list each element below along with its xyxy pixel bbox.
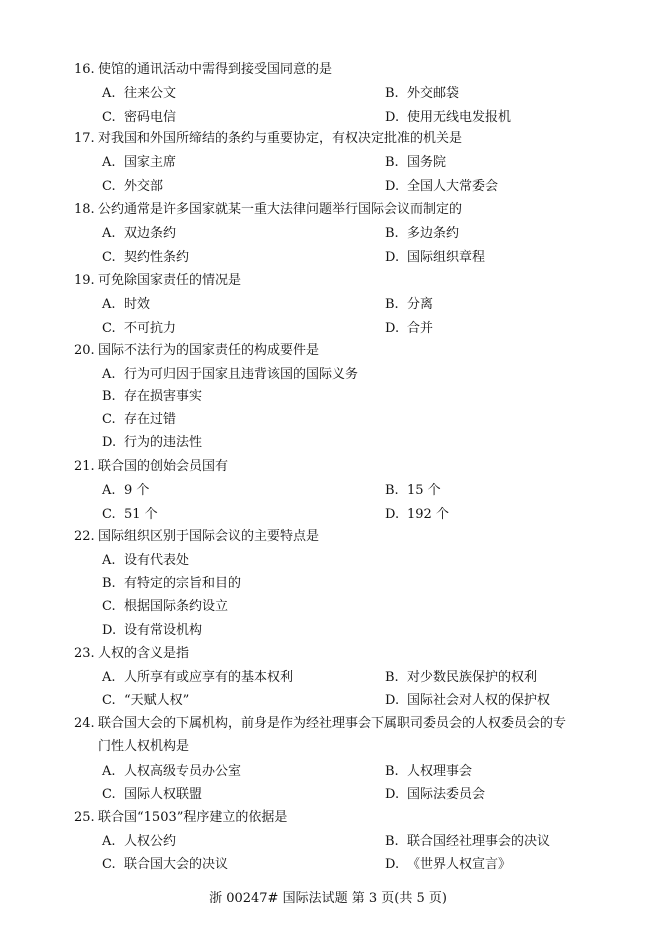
- option-letter: D.: [385, 787, 400, 802]
- option-text: 国际社会对人权的保护权: [407, 693, 551, 708]
- question-text: 人权的含义是指: [98, 646, 190, 661]
- question-number: 17.: [74, 131, 95, 146]
- option-text: 设有代表处: [124, 553, 190, 568]
- question-stem: [74, 62, 332, 78]
- option-text: 9 个: [124, 483, 150, 498]
- question-number: 25.: [74, 810, 95, 825]
- option-text: 合并: [407, 321, 434, 336]
- option-letter: C.: [102, 507, 116, 522]
- question-stem: [74, 529, 319, 545]
- option-text: 15 个: [407, 483, 441, 498]
- question-text: 联合国的创始会员国有: [98, 459, 229, 474]
- question-stem: [74, 716, 566, 732]
- option-text: 使用无线电发报机: [407, 110, 512, 125]
- answer-option[interactable]: [385, 693, 550, 709]
- option-text: 契约性条约: [124, 250, 190, 265]
- option-letter: D.: [385, 857, 400, 872]
- option-letter: B.: [385, 834, 399, 849]
- answer-option[interactable]: [385, 250, 485, 266]
- option-text: 往来公文: [124, 86, 177, 101]
- option-text: 行为可归因于国家且违背该国的国际义务: [124, 367, 359, 382]
- answer-option[interactable]: [385, 110, 511, 126]
- option-letter: A.: [102, 297, 116, 312]
- option-text: “天赋人权”: [124, 693, 190, 708]
- option-text: 根据国际条约设立: [124, 599, 229, 614]
- answer-option[interactable]: [102, 86, 176, 102]
- answer-option[interactable]: [102, 297, 150, 313]
- answer-option[interactable]: [385, 507, 449, 523]
- answer-option[interactable]: [102, 599, 228, 615]
- option-text: 人权公约: [124, 834, 177, 849]
- option-letter: C.: [102, 787, 116, 802]
- question-stem: [74, 646, 189, 662]
- option-text: 不可抗力: [124, 321, 177, 336]
- option-letter: A.: [102, 367, 116, 382]
- option-letter: B.: [385, 764, 399, 779]
- option-text: 分离: [407, 297, 434, 312]
- option-text: 联合国经社理事会的决议: [407, 834, 551, 849]
- question-text: 公约通常是许多国家就某一重大法律问题举行国际会议而制定的: [98, 202, 463, 217]
- answer-option[interactable]: [385, 321, 433, 337]
- answer-option[interactable]: [102, 693, 189, 709]
- answer-option[interactable]: [385, 787, 485, 803]
- option-letter: A.: [102, 483, 116, 498]
- option-text: 存在损害事实: [124, 389, 203, 404]
- answer-option[interactable]: [102, 507, 158, 523]
- option-text: 国际组织章程: [407, 250, 486, 265]
- question-stem: [74, 810, 287, 826]
- option-letter: C.: [102, 321, 116, 336]
- option-letter: C.: [102, 110, 116, 125]
- question-text: 可免除国家责任的情况是: [98, 273, 242, 288]
- option-text: 对少数民族保护的权利: [407, 670, 538, 685]
- option-text: 外交部: [124, 179, 164, 194]
- question-text: 国际组织区别于国际会议的主要特点是: [98, 529, 320, 544]
- question-number: 20.: [74, 343, 95, 358]
- option-letter: D.: [385, 507, 400, 522]
- answer-option[interactable]: [102, 250, 189, 266]
- answer-option[interactable]: [385, 834, 550, 850]
- question-number: 21.: [74, 459, 95, 474]
- answer-option[interactable]: [385, 483, 441, 499]
- option-text: 192 个: [407, 507, 449, 522]
- question-stem: [74, 273, 241, 289]
- option-text: 设有常设机构: [124, 623, 203, 638]
- answer-option[interactable]: [102, 435, 202, 451]
- option-text: 人权理事会: [407, 764, 473, 779]
- answer-option[interactable]: [102, 553, 189, 569]
- option-letter: D.: [385, 110, 400, 125]
- answer-option[interactable]: [385, 670, 537, 686]
- option-text: 行为的违法性: [124, 435, 203, 450]
- option-letter: A.: [102, 86, 116, 101]
- question-number: 23.: [74, 646, 95, 661]
- option-letter: A.: [102, 670, 116, 685]
- option-letter: B.: [385, 670, 399, 685]
- option-letter: C.: [102, 599, 116, 614]
- answer-option[interactable]: [385, 857, 511, 873]
- option-text: 国务院: [407, 155, 447, 170]
- option-letter: A.: [102, 226, 116, 241]
- answer-option[interactable]: [102, 367, 358, 383]
- option-letter: C.: [102, 250, 116, 265]
- answer-option[interactable]: [102, 179, 163, 195]
- answer-option[interactable]: [102, 389, 202, 405]
- option-text: 全国人大常委会: [407, 179, 499, 194]
- option-letter: C.: [102, 857, 116, 872]
- option-letter: B.: [385, 483, 399, 498]
- question-stem: [74, 131, 462, 147]
- option-letter: A.: [102, 553, 116, 568]
- option-text: 密码电信: [124, 110, 177, 125]
- option-letter: D.: [102, 435, 117, 450]
- question-number: 18.: [74, 202, 95, 217]
- answer-option[interactable]: [102, 483, 149, 499]
- option-letter: D.: [102, 623, 117, 638]
- option-letter: D.: [385, 321, 400, 336]
- option-text: 国家主席: [124, 155, 177, 170]
- option-text: 有特定的宗旨和目的: [124, 576, 242, 591]
- question-text: 使馆的通讯活动中需得到接受国同意的是: [98, 62, 333, 77]
- option-text: 人所享有或应享有的基本权利: [124, 670, 294, 685]
- option-text: 存在过错: [124, 412, 177, 427]
- answer-option[interactable]: [385, 764, 472, 780]
- option-text: 联合国大会的决议: [124, 857, 229, 872]
- question-text: 对我国和外国所缔结的条约与重要协定，有权决定批准的机关是: [98, 131, 463, 146]
- question-stem: [74, 343, 319, 359]
- question-number: 24.: [74, 716, 95, 731]
- option-letter: A.: [102, 764, 116, 779]
- option-letter: D.: [385, 250, 400, 265]
- answer-option[interactable]: [102, 623, 202, 639]
- answer-option[interactable]: [385, 86, 459, 102]
- answer-option[interactable]: [102, 412, 176, 428]
- option-letter: B.: [385, 297, 399, 312]
- option-text: 多边条约: [407, 226, 460, 241]
- question-text: 联合国“1503”程序建立的依据是: [98, 810, 288, 825]
- answer-option[interactable]: [102, 857, 228, 873]
- question-text-continued: 门性人权机构是: [98, 739, 190, 754]
- option-text: 《世界人权宣言》: [407, 857, 512, 872]
- question-number: 22.: [74, 529, 95, 544]
- answer-option[interactable]: [102, 226, 176, 242]
- option-text: 51 个: [124, 507, 158, 522]
- answer-option[interactable]: [102, 576, 241, 592]
- option-text: 外交邮袋: [407, 86, 460, 101]
- answer-option[interactable]: [102, 321, 176, 337]
- option-text: 国际人权联盟: [124, 787, 203, 802]
- option-text: 国际法委员会: [407, 787, 486, 802]
- option-text: 人权高级专员办公室: [124, 764, 242, 779]
- page-footer: 浙 00247# 国际法试题 第 3 页(共 5 页): [209, 891, 447, 906]
- answer-option[interactable]: [102, 834, 176, 850]
- answer-option[interactable]: [102, 764, 241, 780]
- question-number: 16.: [74, 62, 95, 77]
- answer-option[interactable]: [102, 670, 293, 686]
- option-text: 双边条约: [124, 226, 177, 241]
- answer-option[interactable]: [385, 155, 446, 171]
- option-text: 时效: [124, 297, 151, 312]
- question-text: 联合国大会的下属机构，前身是作为经社理事会下属职司委员会的人权委员会的专: [98, 716, 567, 731]
- answer-option[interactable]: [385, 226, 459, 242]
- question-stem: [74, 202, 462, 218]
- option-letter: A.: [102, 834, 116, 849]
- option-letter: C.: [102, 693, 116, 708]
- answer-option[interactable]: [385, 297, 433, 313]
- answer-option[interactable]: [102, 787, 202, 803]
- option-letter: B.: [385, 226, 399, 241]
- option-letter: A.: [102, 155, 116, 170]
- option-letter: D.: [385, 179, 400, 194]
- answer-option[interactable]: [102, 155, 176, 171]
- option-letter: B.: [385, 155, 399, 170]
- option-letter: B.: [102, 576, 116, 591]
- answer-option[interactable]: [385, 179, 498, 195]
- question-text: 国际不法行为的国家责任的构成要件是: [98, 343, 320, 358]
- question-number: 19.: [74, 273, 95, 288]
- option-letter: C.: [102, 412, 116, 427]
- option-letter: B.: [385, 86, 399, 101]
- option-letter: C.: [102, 179, 116, 194]
- option-letter: B.: [102, 389, 116, 404]
- answer-option[interactable]: [102, 110, 176, 126]
- option-letter: D.: [385, 693, 400, 708]
- question-stem: [74, 459, 228, 475]
